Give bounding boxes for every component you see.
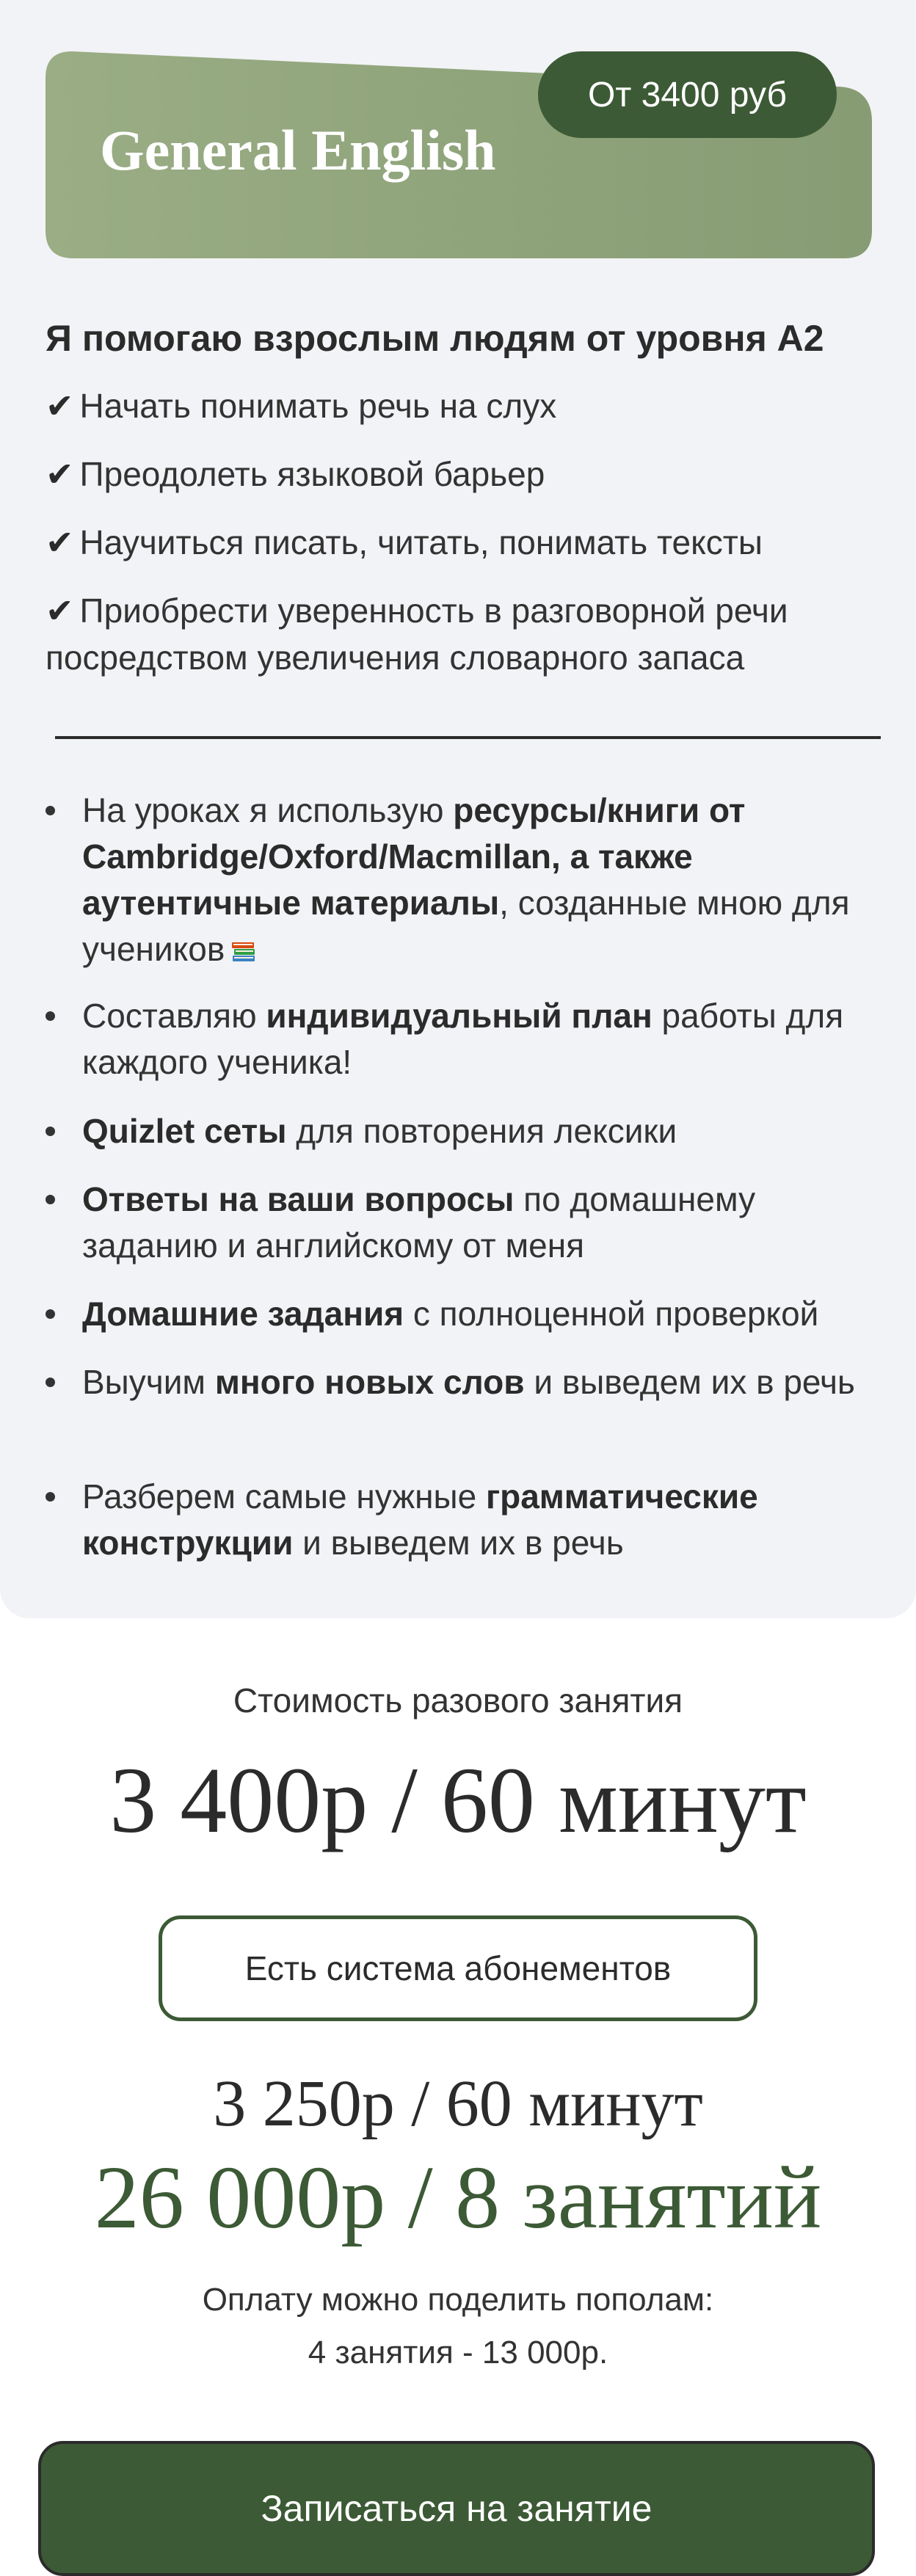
check-icon: ✔ [46, 455, 74, 493]
subscription-button[interactable]: Есть система абонементов [159, 1915, 757, 2021]
intro-heading: Я помогаю взрослым людям от уровня А2 [46, 318, 824, 359]
single-lesson-price: 3 400р / 60 минут [109, 1748, 807, 1852]
split-payment-line: Оплату можно поделить пополам: [202, 2282, 714, 2318]
books-icon [230, 937, 257, 964]
feature-item: Домашние задания с полноценной проверкой [82, 1295, 819, 1333]
bullet-icon [46, 1011, 55, 1021]
bullet-icon [46, 1378, 55, 1387]
bullet-icon [46, 1127, 55, 1136]
split-payment-line: 4 занятия - 13 000р. [308, 2335, 608, 2371]
book-lesson-button[interactable]: Записаться на занятие [38, 2441, 875, 2576]
feature-item: Разберем самые нужные грамматические конструкции и выведем их в речь [82, 1477, 758, 1562]
feature-item: Составляю индивидуальный план работы для каждого ученика! [82, 997, 844, 1081]
check-icon: ✔ [46, 523, 74, 561]
feature-item: Quizlet сеты для повторения лексики [82, 1112, 677, 1150]
benefit-item: ✔ Преодолеть языковой барьер [46, 455, 545, 493]
benefit-item: ✔ Начать понимать речь на слух [46, 387, 557, 425]
feature-item: На уроках я использую ресурсы/книги от Cambridge/Oxford/Macmillan, а также аутентичные материалы, созданные мною для учеников [82, 791, 850, 968]
subscription-unit-price: 3 250р / 60 минут [213, 2067, 703, 2140]
feature-item: Выучим много новых слов и выведем их в речь [82, 1363, 855, 1401]
benefit-item: ✔ Научиться писать, читать, понимать тексты [46, 523, 763, 561]
course-title: General English [100, 118, 496, 182]
single-lesson-label: Стоимость разового занятия [233, 1681, 683, 1720]
section-divider [55, 736, 881, 739]
check-icon: ✔ [46, 387, 74, 425]
bullet-icon [46, 806, 55, 815]
split-payment-note [0, 2274, 916, 2379]
benefit-item: ✔ Приобрести уверенность в разговорной речи посредством увеличения словарного запаса [46, 592, 788, 677]
bullet-icon [46, 1309, 55, 1319]
bullet-icon [46, 1492, 55, 1502]
feature-item: Ответы на ваши вопросы по домашнему заданию и английскому от меня [82, 1180, 756, 1265]
subscription-total-price: 26 000р / 8 занятий [94, 2148, 822, 2247]
bullet-icon [46, 1195, 55, 1204]
price-badge: От 3400 руб [538, 51, 837, 138]
check-icon: ✔ [46, 592, 74, 630]
